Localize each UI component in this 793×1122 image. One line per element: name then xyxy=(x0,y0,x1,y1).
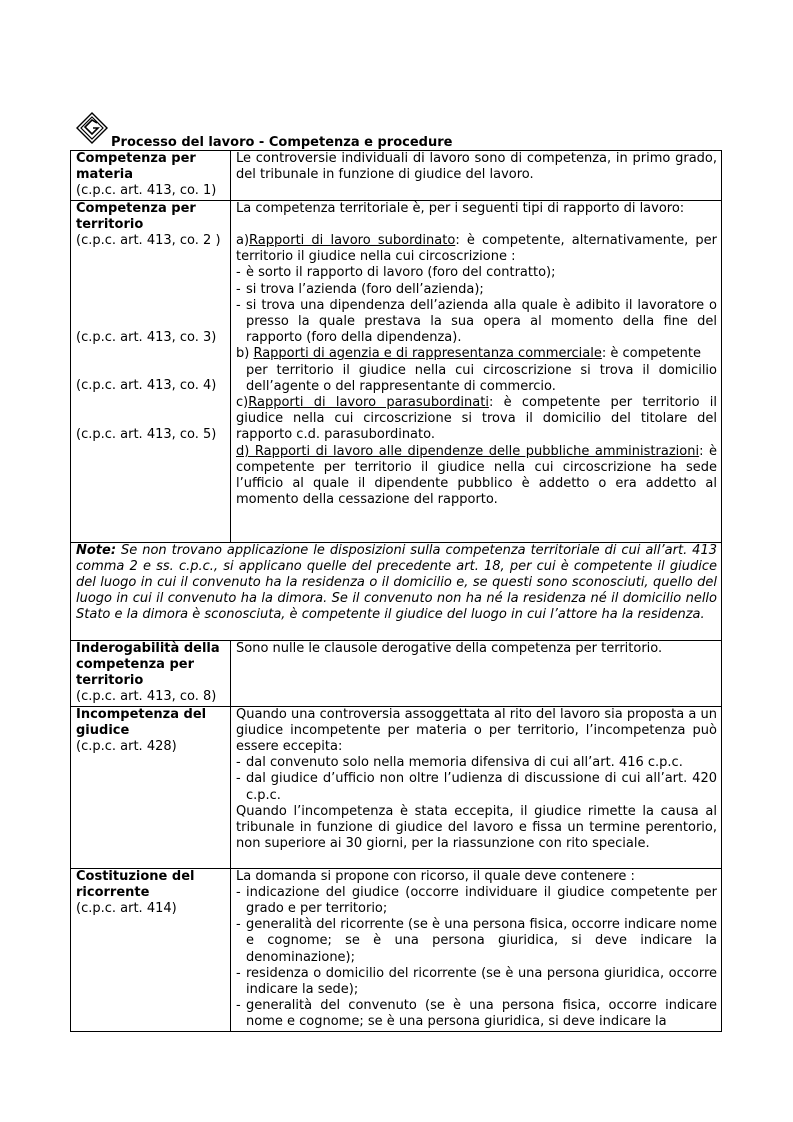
section-title: Rapporti di lavoro parasubordinati xyxy=(248,395,489,411)
row-outro: Quando l’incompetenza è stata eccepita, il giudice rimette la causa al tribunale in funzione di giudice del lavoro e fissa un termine perentorio, non superiore ai 30 giorni, per la riassunzione con rito speciale. xyxy=(236,803,717,852)
list-item: - dal giudice d’ufficio non oltre l’udienza di discussione di cui all’art. 420 c.p.c. xyxy=(236,771,717,803)
table-row xyxy=(71,542,722,640)
article-reference: (c.p.c. art. 413, co. 8) xyxy=(76,689,217,705)
section-b: b) Rapporti di agenzia e di rappresentanza commerciale: è competente per territorio il giudice nella cui circoscrizione si trova il domicilio dell’agente o del rappresentante di commercio. xyxy=(236,346,717,394)
row-heading: Costituzione del ricorrente xyxy=(76,868,195,900)
list-item: - è sorto il rapporto di lavoro (foro del contratto); xyxy=(236,265,717,281)
row-label-cell xyxy=(71,706,231,868)
bullet-list xyxy=(236,755,717,804)
article-reference: (c.p.c. art. 413, co. 4) xyxy=(76,378,217,394)
page-title: Processo del lavoro - Competenza e procedure xyxy=(111,135,453,150)
bullet-list xyxy=(236,265,717,346)
note-cell xyxy=(71,542,722,640)
article-reference: (c.p.c. art. 428) xyxy=(76,739,177,755)
table-row xyxy=(71,706,722,868)
section-c: c)Rapporti di lavoro parasubordinati: è competente per territorio il giudice nella cui circoscrizione si trova il domicilio del titolare del rapporto c.d. parasubordinato. xyxy=(236,395,717,443)
list-item: - indicazione del giudice (occorre individuare il giudice competente per grado e per territorio; xyxy=(236,885,717,917)
row-heading: Incompetenza del giudice xyxy=(76,706,207,738)
row-text: Sono nulle le clausole derogative della competenza per territorio. xyxy=(236,640,663,656)
section-title: Rapporti di lavoro subordinato xyxy=(249,233,456,248)
list-item: - generalità del convenuto (se è una persona fisica, occorre indicare nome e cognome; se è una persona giuridica, si deve indicare la xyxy=(236,998,717,1030)
row-label-cell xyxy=(71,151,231,201)
article-reference: (c.p.c. art. 414) xyxy=(76,901,177,917)
row-label-cell xyxy=(71,868,231,1031)
article-reference: (c.p.c. art. 413, co. 1) xyxy=(76,183,217,199)
row-intro: La domanda si propone con ricorso, il quale deve contenere : xyxy=(236,868,635,884)
section-title: Rapporti di agenzia e di rappresentanza commerciale xyxy=(253,346,602,362)
row-content-cell xyxy=(231,706,722,868)
list-item: - generalità del ricorrente (se è una persona fisica, occorre indicare nome e cognome; se è una persona giuridica, si deve indicare la denominazione); xyxy=(236,917,717,966)
bullet-list xyxy=(236,885,717,1031)
section-a: a)Rapporti di lavoro subordinato: è competente, alternativamente, per territorio il giudice nella cui circoscrizione : xyxy=(236,233,717,265)
table-row xyxy=(71,200,722,542)
row-label-cell xyxy=(71,640,231,706)
row-content-cell xyxy=(231,151,722,201)
row-heading: Inderogabilità della competenza per territorio xyxy=(76,640,220,689)
row-heading: Competenza per materia xyxy=(76,151,196,183)
note-text: Se non trovano applicazione le disposizioni sulla competenza territoriale di cui all’art. 413 comma 2 e ss. c.p.c., si applicano quelle del precedente art. 18, per cui è competente il giudice del luogo in cui il convenuto ha la residenza o il domicilio e, se questi sono sconosciuti, quello del luogo in cui il convenuto ha la dimora. Se il convenuto non ha né la residenza né il domicilio nello Stato e la dimora è sconosciuta, è competente il giudice del luogo in cui l’attore ha la residenza. xyxy=(76,542,717,623)
article-reference: (c.p.c. art. 413, co. 3) xyxy=(76,330,217,346)
article-reference: (c.p.c. art. 413, co. 2 ) xyxy=(76,233,221,249)
table-row xyxy=(71,151,722,201)
section-title: d) Rapporti di lavoro alle dipendenze delle pubbliche amministrazioni xyxy=(236,443,700,459)
row-content-cell xyxy=(231,640,722,706)
table-row xyxy=(71,640,722,706)
article-reference: (c.p.c. art. 413, co. 5) xyxy=(76,426,217,442)
row-content-cell xyxy=(231,200,722,542)
list-item: - si trova l’azienda (foro dell’azienda); xyxy=(236,282,717,298)
content-table xyxy=(70,150,722,1032)
list-item: - dal convenuto solo nella memoria difensiva di cui all’art. 416 c.p.c. xyxy=(236,755,717,771)
table-row xyxy=(71,868,722,1031)
document-logo-icon xyxy=(76,112,108,144)
row-label-cell xyxy=(71,200,231,542)
row-content-cell xyxy=(231,868,722,1031)
section-d: d) Rapporti di lavoro alle dipendenze delle pubbliche amministrazioni: è competente per territorio il giudice nella cui circoscrizione ha sede l’ufficio al quale il dipendente pubblico è addetto o era addetto al momento della cessazione del rapporto. xyxy=(236,443,717,508)
row-heading: Competenza per territorio xyxy=(76,200,196,232)
list-item: - si trova una dipendenza dell’azienda alla quale è adibito il lavoratore o presso la quale prestava la sua opera al momento della fine del rapporto (foro della dipendenza). xyxy=(236,298,717,347)
row-intro: La competenza territoriale è, per i seguenti tipi di rapporto di lavoro: xyxy=(236,200,685,216)
list-item: - residenza o domicilio del ricorrente (se è una persona giuridica, occorre indicare la sede); xyxy=(236,966,717,998)
row-intro: Quando una controversia assoggettata al rito del lavoro sia proposta a un giudice incompetente per materia o per territorio, l’incompetenza può essere eccepita: xyxy=(236,706,717,755)
row-text: Le controversie individuali di lavoro sono di competenza, in primo grado, del tribunale in funzione di giudice del lavoro. xyxy=(236,151,717,183)
note-label: Note: xyxy=(76,542,117,558)
